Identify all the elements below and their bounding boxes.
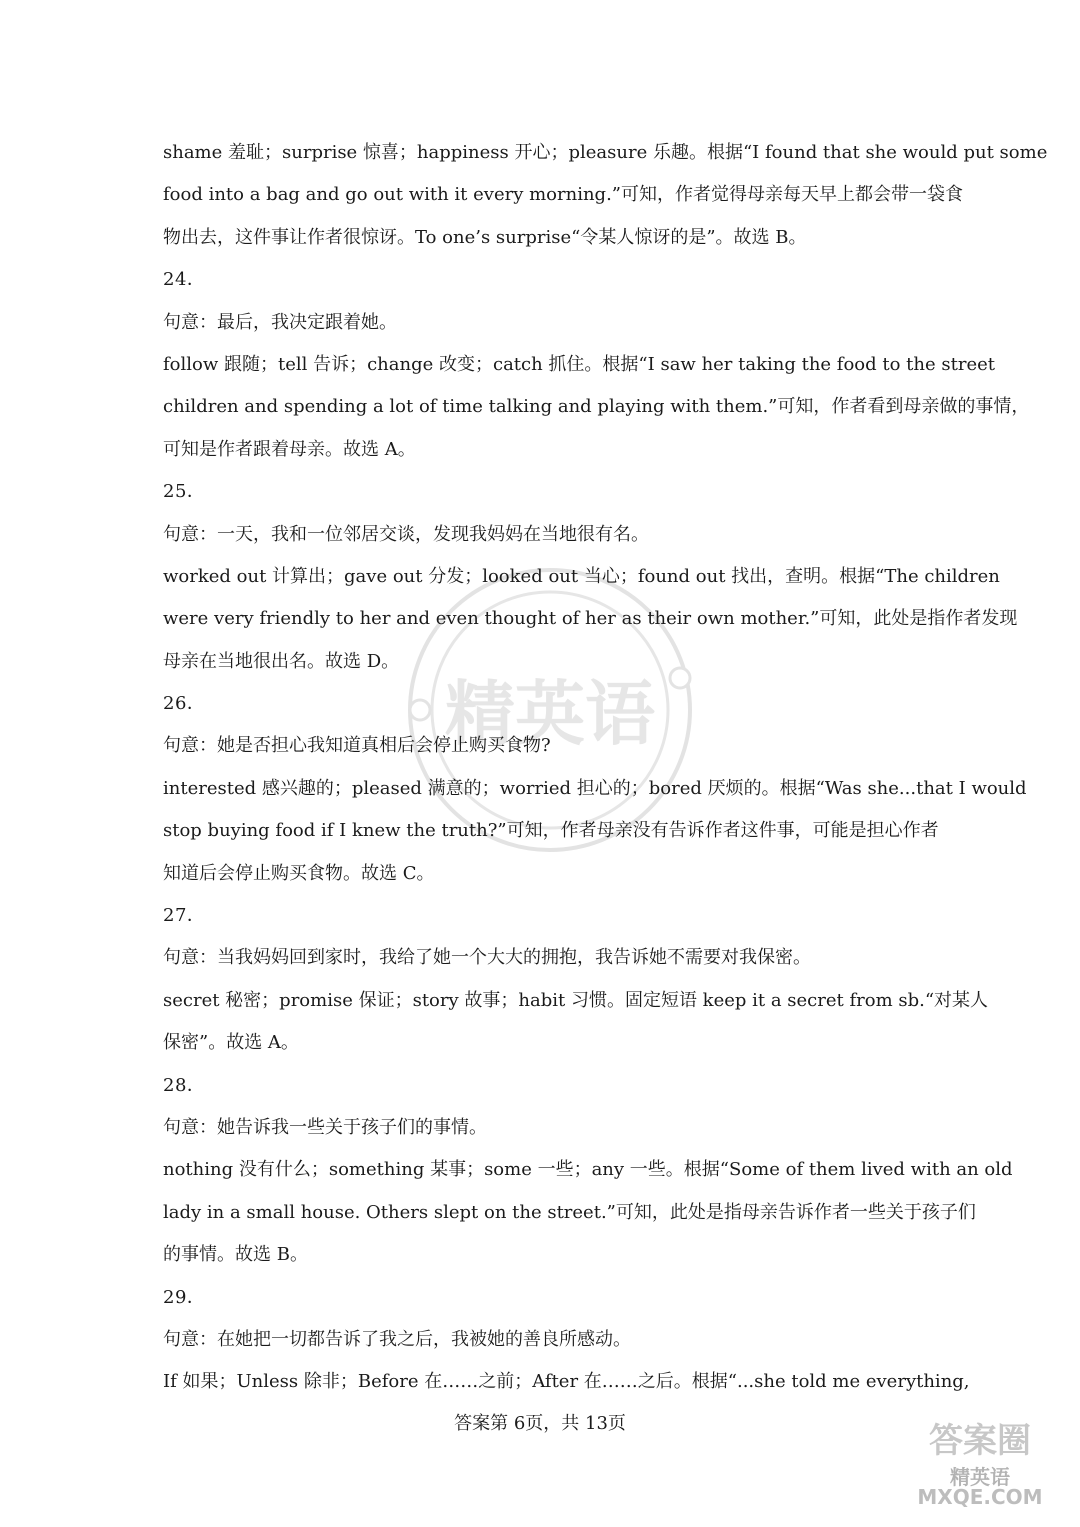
- watermark-center-text: 精英语: [445, 673, 655, 755]
- sentence-meaning: 句意：最后，我决定跟着她。: [163, 311, 397, 333]
- question-number: 28．: [163, 1074, 206, 1096]
- text-line: children and spending a lot of time talking and playing with them.”可知，作者看到母亲做的事情，: [163, 396, 1030, 418]
- text-line: 可知是作者跟着母亲。故选 A。: [163, 438, 416, 460]
- text-line: stop buying food if I knew the truth?”可知，作者母亲没有告诉作者这件事，可能是担心作者: [163, 820, 939, 842]
- text-line: secret 秘密；promise 保证；story 故事；habit 习惯。固定短语 keep it a secret from sb.“对某人: [163, 989, 989, 1011]
- text-line: 保密”。故选 A。: [163, 1032, 299, 1054]
- sentence-meaning: 句意：在她把一切都告诉了我之后，我被她的善良所感动。: [163, 1328, 631, 1350]
- corner-watermark-url: MXQE.COM: [917, 1485, 1043, 1509]
- question-number: 24．: [163, 269, 206, 291]
- text-line: 的事情。故选 B。: [163, 1244, 308, 1266]
- text-line: follow 跟随；tell 告诉；change 改变；catch 抓住。根据“I saw her taking the food to the street: [163, 353, 995, 375]
- sentence-meaning: 句意：她是否担心我知道真相后会停止购买食物?: [163, 735, 551, 757]
- question-number: 26．: [163, 693, 206, 715]
- corner-watermark-top: 答案圈: [929, 1421, 1031, 1461]
- text-line: 物出去，这件事让作者很惊讶。To one’s surprise“令某人惊讶的是”。故选 B。: [163, 226, 807, 248]
- sentence-meaning: 句意：一天，我和一位邻居交谈，发现我妈妈在当地很有名。: [163, 523, 649, 545]
- question-number: 29．: [163, 1286, 206, 1308]
- answer-explanation-body: [163, 132, 1048, 1404]
- text-line: 母亲在当地很出名。故选 D。: [163, 650, 400, 672]
- text-line: interested 感兴趣的；pleased 满意的；worried 担心的；bored 厌烦的。根据“Was she...that I would: [163, 777, 1027, 799]
- text-line: nothing 没有什么；something 某事；some 一些；any 一些。根据“Some of them lived with an old: [163, 1159, 1013, 1181]
- text-line: lady in a small house. Others slept on the street.”可知，此处是指母亲告诉作者一些关于孩子们: [163, 1201, 976, 1223]
- text-line: worked out 计算出；gave out 分发；looked out 当心；found out 找出，查明。根据“The children: [163, 565, 1000, 587]
- sentence-meaning: 句意：她告诉我一些关于孩子们的事情。: [163, 1116, 487, 1138]
- question-number: 25．: [163, 481, 206, 503]
- text-line: were very friendly to her and even thought of her as their own mother.”可知，此处是指作者发现: [163, 608, 1018, 630]
- page-footer: 答案第 6页，共 13页: [454, 1413, 626, 1434]
- question-number: 27．: [163, 905, 206, 927]
- text-line: 知道后会停止购买食物。故选 C。: [163, 862, 435, 884]
- text-line: food into a bag and go out with it every morning.”可知，作者觉得母亲每天早上都会带一袋食: [163, 184, 963, 206]
- corner-watermark-brand: 精英语: [950, 1465, 1010, 1489]
- text-line: If 如果；Unless 除非；Before 在……之前；After 在……之后。根据“...she told me everything,: [163, 1371, 970, 1393]
- sentence-meaning: 句意：当我妈妈回到家时，我给了她一个大大的拥抱，我告诉她不需要对我保密。: [163, 947, 811, 969]
- text-line: shame 羞耻；surprise 惊喜；happiness 开心；pleasure 乐趣。根据“I found that she would put some: [163, 142, 1048, 163]
